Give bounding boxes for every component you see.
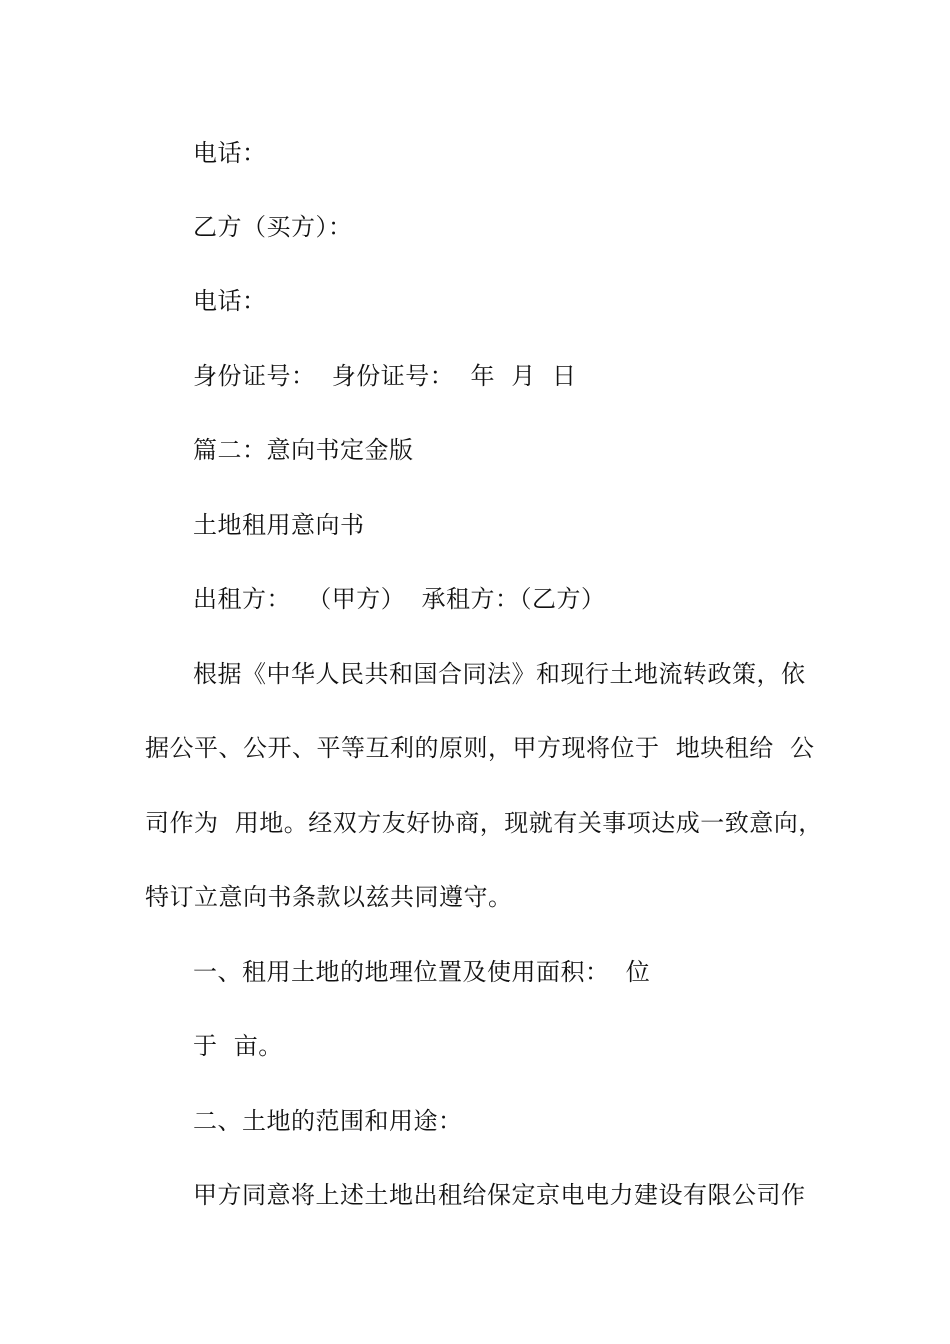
party-b-buyer-label: 乙方（买方）：	[193, 213, 353, 241]
body-paragraph-line-1: 根据《中华人民共和国合同法》和现行土地流转政策，依	[193, 660, 806, 688]
phone-label-1: 电话：	[193, 139, 267, 167]
section-heading-part-two: 篇二：意向书定金版	[193, 436, 414, 464]
body-paragraph-line-2: 据公平、公开、平等互利的原则，甲方现将位于 地块租给 公	[145, 734, 815, 762]
lessor-lessee-line: 出租方： （甲方） 承租方：（乙方）	[193, 585, 606, 613]
body-paragraph-line-3: 司作为 用地。经双方友好协商，现就有关事项达成一致意向，	[145, 809, 823, 837]
clause-two-body-line-1: 甲方同意将上述土地出租给保定京电电力建设有限公司作	[193, 1181, 806, 1209]
id-number-date-line: 身份证号： 身份证号： 年 月 日	[193, 362, 577, 390]
clause-one-heading: 一、租用土地的地理位置及使用面积： 位	[193, 958, 651, 986]
phone-label-2: 电话：	[193, 287, 267, 315]
body-paragraph-line-4: 特订立意向书条款以兹共同遵守。	[145, 883, 513, 911]
clause-one-continued: 于 亩。	[193, 1032, 283, 1060]
document-title: 土地租用意向书	[193, 511, 365, 539]
clause-two-heading: 二、土地的范围和用途：	[193, 1107, 463, 1135]
